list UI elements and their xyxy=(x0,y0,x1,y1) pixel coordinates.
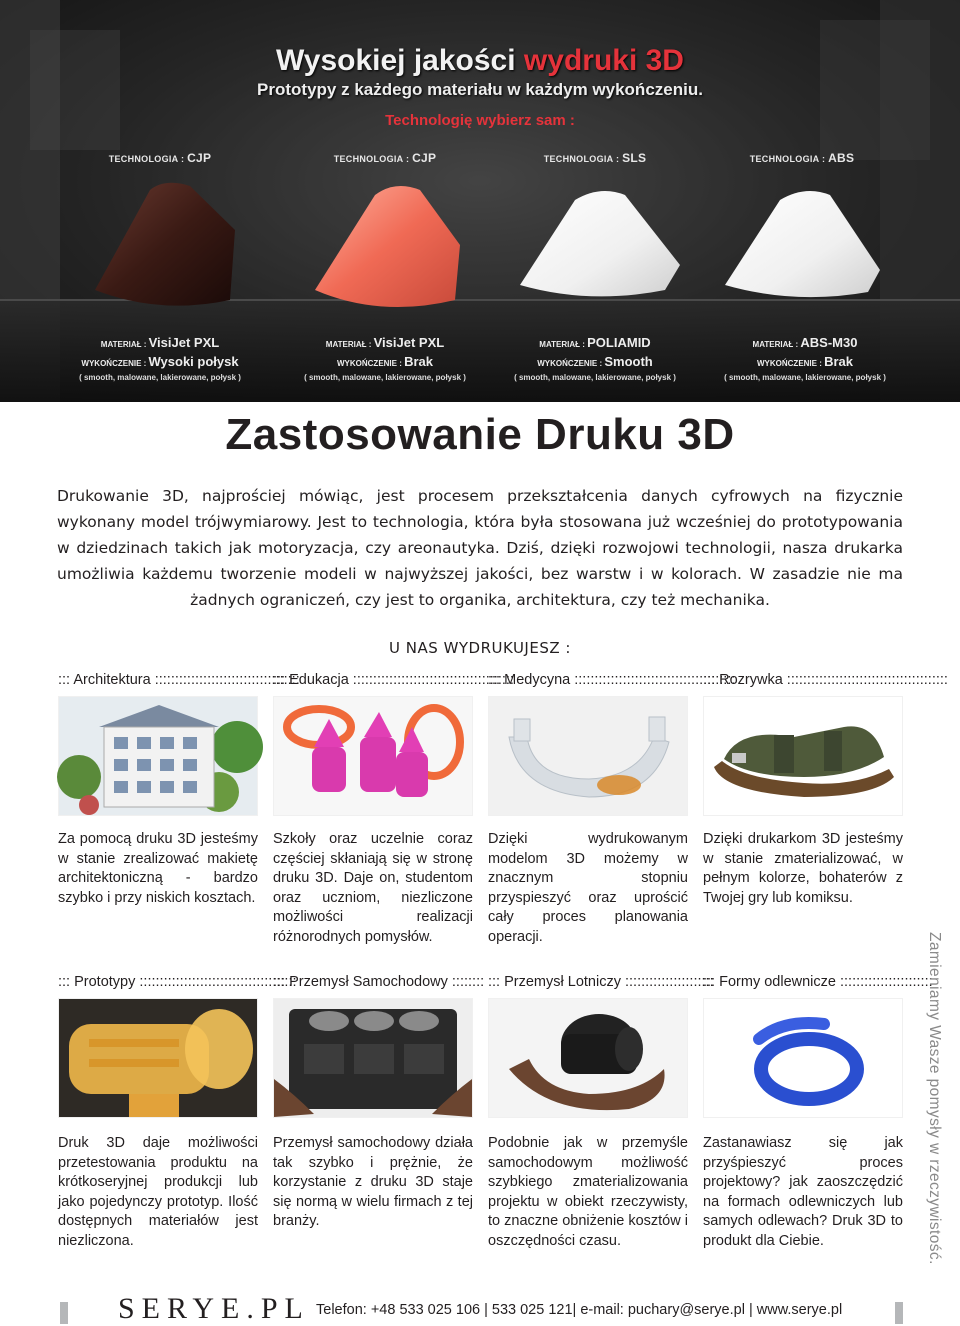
card-heading: ::: Rozrywka :::::::::::::::::::::::::::::::::::::::: xyxy=(703,672,948,688)
card-medicine xyxy=(488,670,736,947)
printed-gnomes-image xyxy=(273,696,473,816)
card-prototypes xyxy=(58,972,297,1251)
building-model-image xyxy=(58,696,258,816)
black-part-image xyxy=(488,998,688,1118)
card-heading: ::: Prototypy ::::::::::::::::::::::::::::::::::::::: xyxy=(58,974,297,990)
side-slogan: Zamieniamy Wasze pomysły w rzeczywistość. xyxy=(926,932,943,1265)
technology-label-2: TECHNOLOGIA : CJP xyxy=(333,151,437,165)
footer-accent-bar-left xyxy=(60,1302,68,1324)
footer-accent-bar-right xyxy=(895,1302,903,1324)
prototype-part-image xyxy=(58,998,258,1118)
card-description: Dzięki wydrukowanym modelom 3D możemy w znacznym stopniu przyspieszyć oraz uprościć cały proces planowania operacji. xyxy=(488,831,688,945)
card-description: Zastanawiasz się jak przyśpieszyć proces projektowy? jak zaoszczędzić na formach odlewniczych lub samych odlewach? Druk 3D to produkt dla Ciebie. xyxy=(703,1135,903,1249)
card-heading: ::: Edukacja :::::::::::::::::::::::::::::::::::::::: xyxy=(273,672,514,688)
material-info-1: MATERIAŁ : VisiJet PXL WYKOŃCZENIE : Wysoki połysk ( smooth, malowane, lakierowane, połysk ) xyxy=(79,335,241,382)
technology-label-1: TECHNOLOGIA : CJP xyxy=(108,151,212,165)
card-architecture xyxy=(58,670,300,908)
section-heading: U NAS WYDRUKUJESZ : xyxy=(389,639,571,657)
card-heading: ::: Architektura :::::::::::::::::::::::::::::::::::: xyxy=(58,672,300,688)
card-description: Za pomocą druku 3D jesteśmy w stanie zrealizować makietę architektoniczną - bardzo szybko i przy niskich kosztach. xyxy=(58,831,258,906)
hero-title: Wysokiej jakości wydruki 3D xyxy=(276,44,684,77)
engine-part-image xyxy=(273,998,473,1118)
card-heading: ::: Medycyna :::::::::::::::::::::::::::::::::::::::: xyxy=(488,672,736,688)
card-description: Przemysł samochodowy działa tak szybko i prężnie, że korzystanie z druku 3D staje się normą w wielu firmach z tej branży. xyxy=(273,1135,473,1229)
material-info-2: MATERIAŁ : VisiJet PXL WYKOŃCZENIE : Brak ( smooth, malowane, lakierowane, połysk ) xyxy=(304,335,466,382)
technology-label-4: TECHNOLOGIA : ABS xyxy=(749,151,855,165)
blue-ring-image xyxy=(703,998,903,1118)
card-description: Druk 3D daje możliwości przetestowania produktu na krótkoseryjnej produkcji lub jako pojedynczy prototyp. Ilość dostępnych materiałów jest niezliczona. xyxy=(58,1135,258,1249)
card-automotive xyxy=(273,972,485,1232)
card-education xyxy=(273,670,514,947)
page-title: Zastosowanie Druku 3D xyxy=(225,410,735,459)
sandal-image xyxy=(703,696,903,816)
card-heading: ::: Przemysł Lotniczy :::::::::::::::::::::: xyxy=(488,974,714,990)
hero-banner xyxy=(0,0,960,402)
card-heading: ::: Przemysł Samochodowy :::::::: xyxy=(273,974,485,990)
hero-subtitle: Prototypy z każdego materiału w każdym wykończeniu. xyxy=(257,80,703,99)
material-info-4: MATERIAŁ : ABS-M30 WYKOŃCZENIE : Brak ( smooth, malowane, lakierowane, połysk ) xyxy=(724,335,886,382)
card-aerospace xyxy=(488,972,714,1251)
card-casting-molds xyxy=(703,972,933,1251)
company-logo: SERYE.PL xyxy=(118,1292,310,1325)
material-info-3: MATERIAŁ : POLIAMID WYKOŃCZENIE : Smooth ( smooth, malowane, lakierowane, połysk ) xyxy=(514,335,676,382)
hero-choose-technology: Technologię wybierz sam : xyxy=(385,112,575,129)
jaw-model-image xyxy=(488,696,688,816)
card-description: Szkoły oraz uczelnie coraz częściej skłaniają się w stronę druku 3D. Daje on, studentom oraz uczniom, niezliczone możliwości realizacji różnorodnych pomysłów. xyxy=(273,831,473,945)
footer-contact: Telefon: +48 533 025 106 | 533 025 121| e-mail: puchary@serye.pl | www.serye.pl xyxy=(316,1302,843,1318)
card-description: Podobnie jak w przemyśle samochodowym możliwość szybkiego zmaterializowania projektu w obiekt rzeczywisty, to znaczne obniżenie kosztów i oszczędności czasu. xyxy=(488,1135,688,1249)
intro-paragraph: Drukowanie 3D, najprościej mówiąc, jest procesem przekształcenia danych cyfrowych na fizycznie wykonany model trójwymiarowy. Jest to technologia, która była stosowana już wcześniej do prototypowania w dziedzinach takich jak motoryzacja, czy areonautyka. Dziś, dzięki rozwojowi technologii, nasza drukarka umożliwia każdemu tworzenie modeli w najwyższej jakości, bez warstw i w kolorach. W zasadzie nie ma żadnych ograniczeń, czy jest to organika, architektura, czy też mechanika. xyxy=(57,487,903,609)
card-entertainment xyxy=(703,670,948,908)
card-description: Dzięki drukarkom 3D jesteśmy w stanie zmaterializować, w pełnym kolorze, bohaterów z Twojej gry lub komiksu. xyxy=(703,831,903,906)
technology-label-3: TECHNOLOGIA : SLS xyxy=(543,151,647,165)
card-heading: ::: Formy odlewnicze ::::::::::::::::::::::: xyxy=(703,974,933,990)
